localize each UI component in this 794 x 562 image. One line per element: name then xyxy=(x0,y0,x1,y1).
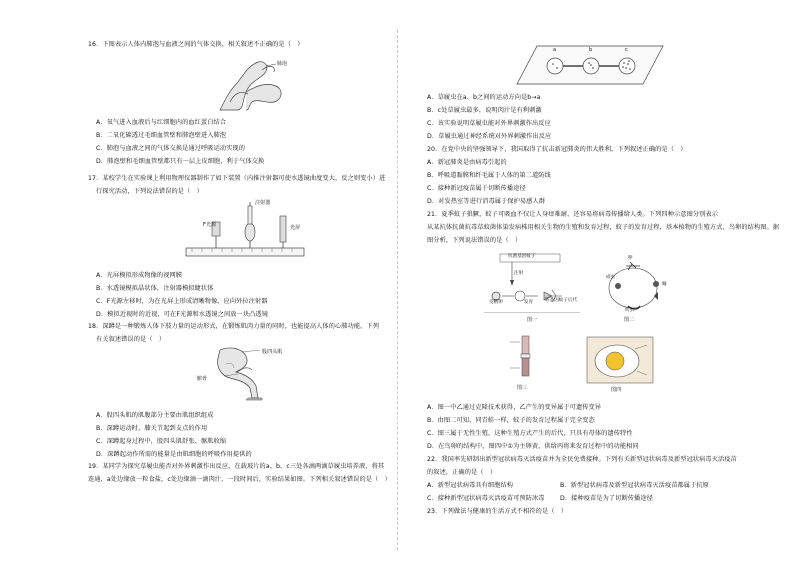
q19-fig-label-c: c xyxy=(625,47,628,53)
q21-fig2-label-adult: 成虫 xyxy=(606,275,616,280)
q21-figure-1 xyxy=(482,252,582,318)
q21-figure-4 xyxy=(585,335,655,385)
q19-option-c: C．该实验说明草履虫能对外界刺激作出反应 xyxy=(427,120,551,127)
q21-option-b: B．由图二可知，同青蛙一样，蚊子的发育过程属于完全变态 xyxy=(427,417,595,424)
q21-option-a: A．图一中乙通过克隆技术获得，乙产生的变异属于可遗传变异 xyxy=(427,404,602,411)
q18-fig-label-kneecap: 髌骨 xyxy=(197,376,208,382)
q17-option-d: D．模拟近视时的近视，可在F光源和水透镜之间放一块凸透镜 xyxy=(96,311,268,318)
q18-stem: 18．深蹲是一种锻炼人体下肢力量的运动形式，在锻炼肌肉力量的同时，也能提高人体的心肺功能。下列 xyxy=(88,323,380,330)
q17-optics-bench-figure xyxy=(180,198,310,266)
q18-option-d: D．深蹲起动作所需的能量是由肌细胞的呼吸作用提供的 xyxy=(96,451,252,458)
q21-fig1-label-gene: 抗菌基因蚊子 xyxy=(508,254,536,259)
q18-option-a: A．股四头肌的肌腹部分主要由肌组织组成 xyxy=(96,412,214,419)
q21-stem-cont2: 图分析，下列说法错误的是（ ） xyxy=(427,237,522,244)
column-divider xyxy=(397,30,398,550)
q21-fig2-label-pupa: 蛹 xyxy=(662,282,667,287)
q23-stem: 23．下列做法与健康的生活方式不相符的是（ ） xyxy=(427,508,568,515)
q21-fig1-label-egg: 受精卵 xyxy=(489,300,503,305)
q21-stem-cont: 从某抗体抗菌抗毒草蚊菌体染发病株用相关生物的生殖和发育过程，蚊子的发育过程，基本植物的生殖方式，鸟卵的结构图。据 xyxy=(427,224,780,231)
q18-option-c: C．深蹲起身过程中，股四头肌舒张、髂肌收缩 xyxy=(96,438,227,445)
q20-stem: 20．在党中央的坚强领导下，我国取得了抗击新冠肺炎的伟大胜利。下列叙述正确的是（ ） xyxy=(427,146,687,153)
q22-option-a: A．新型冠状病毒具有细胞结构 xyxy=(427,482,514,489)
q16-stem: 16．下图表示人体内肺泡与血液之间的气体交换，相关叙述不正确的是（ ） xyxy=(88,41,304,48)
q16-fig-label: 肺泡 xyxy=(277,61,288,67)
q21-fig4-caption: 图四 xyxy=(611,387,622,393)
q18-option-b: B．深蹲运动时，膝关节起到支点的作用 xyxy=(96,425,208,432)
q19-stem: 19．某同学为探究草履虫能否对外界刺激作出反应，在载玻片的a、b、c三处各滴两滴草履虫培养液，将其 xyxy=(88,463,385,470)
q21-fig1-label-offspring: 转基因蚊子后代 xyxy=(545,298,578,303)
q17-fig-label-syringe: 注射器 xyxy=(255,200,271,206)
q21-option-c: C．图三属于无性生殖，这种生殖方式产生的后代，只具有母体的遗传特性 xyxy=(427,430,633,437)
q18-fig-label-quadriceps: 股四头肌 xyxy=(262,349,283,355)
q16-option-a: A．氧气进入血液后与红细胞内的血红蛋白结合 xyxy=(96,119,227,126)
q22-stem-cont: 的叙述，正确的是（ ） xyxy=(427,469,497,476)
q17-option-b: B．水透镜模拟晶状体，注射器模拟睫状体 xyxy=(96,285,214,292)
q21-figure-3 xyxy=(500,332,550,382)
q20-option-d: D．对发热室等进行消毒属于保护易感人群 xyxy=(427,198,546,205)
q17-fig-label-screen: 光屏 xyxy=(290,225,301,231)
q21-fig1-caption: 图一 xyxy=(527,317,538,323)
q21-fig2-caption: 图二 xyxy=(624,317,635,323)
q17-stem: 17．某校学生在实验课上利用物理仪器制作了如下装置（内推注射器可使水透镜曲度变大，反之则变小）进 xyxy=(88,175,386,182)
q17-option-c: C．F光源左移时，为在光屏上形成清晰物像，应向外拉注射器 xyxy=(96,298,268,305)
q21-fig2-label-egg: 卵 xyxy=(628,256,633,261)
q19-fig-label-a: a xyxy=(553,47,557,53)
q19-option-b: B．c处草履虫最多，说明肉汁是有利刺激 xyxy=(427,107,542,114)
q22-option-d: D．接种疫苗是为了切断传播途径 xyxy=(560,495,653,502)
q19-stem-cont: 连通，a处边缘放一粒食盐，c处边缘滴一滴肉汁，一段时间后，实验结果如图。下列相关叙述错误的是（ ） xyxy=(88,476,391,483)
q17-option-a: A．光屏模拟形成物像的视网膜 xyxy=(96,272,183,279)
q21-option-d: D．在鸟卵的结构中，图四中①为主卵黄，供给丙将来发育过程中的功能相同 xyxy=(427,443,639,450)
q19-option-a: A．草履虫在a、b之间的运动方向是b→a xyxy=(427,94,541,101)
q22-stem: 22．我国率先研制出新型冠状病毒灭活疫苗并为全民免费接种。下列有关新型冠状病毒及新型冠状病毒灭活疫苗 xyxy=(427,456,737,463)
q17-fig-label-light: F光源 xyxy=(203,222,217,228)
q16-option-b: B．二氧化碳透过毛细血管壁和肺泡壁进入肺泡 xyxy=(96,132,227,139)
q20-option-b: B．呼吸道黏膜和纤毛属于人体的第二道防线 xyxy=(427,172,551,179)
q18-stem-cont: 有关叙述错误的是（ ） xyxy=(96,336,166,343)
q20-option-a: A．新冠肺炎是由病毒引起的 xyxy=(427,159,507,166)
q21-fig1-label-develop: 发育 xyxy=(524,300,534,305)
q19-fig-label-b: b xyxy=(589,47,593,53)
q21-fig2-label-larva: 幼虫 xyxy=(625,308,635,313)
q16-option-c: C．肺泡与血液之间的气体交换是通过呼吸运动实现的 xyxy=(96,145,246,152)
q21-fig1-label-inject: 注射 xyxy=(514,271,524,276)
q21-stem: 21．夏季蚊子猖獗，蚊子可吸血不仅让人身痒难耐，还容易将病毒传播给人类。下列四种示意图分别表示 xyxy=(427,211,719,218)
q22-option-b: B．新型冠状病毒及新型冠状病毒灭活疫苗都属于抗原 xyxy=(560,482,709,489)
q19-option-d: D．草履虫通过神经系统对外界刺激作出反应 xyxy=(427,133,552,140)
q21-fig3-caption: 图三 xyxy=(517,385,528,391)
q20-option-c: C．接种新冠疫苗属于切断传播途径 xyxy=(427,185,526,192)
q17-stem-cont: 行探究活动，下列说法错误的是（ ） xyxy=(96,188,203,195)
q16-option-d: D．肺泡壁和毛细血管壁都只有一层上皮细胞，利于气体交换 xyxy=(96,158,265,165)
q22-option-c: C．接种新型冠状病毒灭活疫苗可预防冰毒 xyxy=(427,495,545,502)
